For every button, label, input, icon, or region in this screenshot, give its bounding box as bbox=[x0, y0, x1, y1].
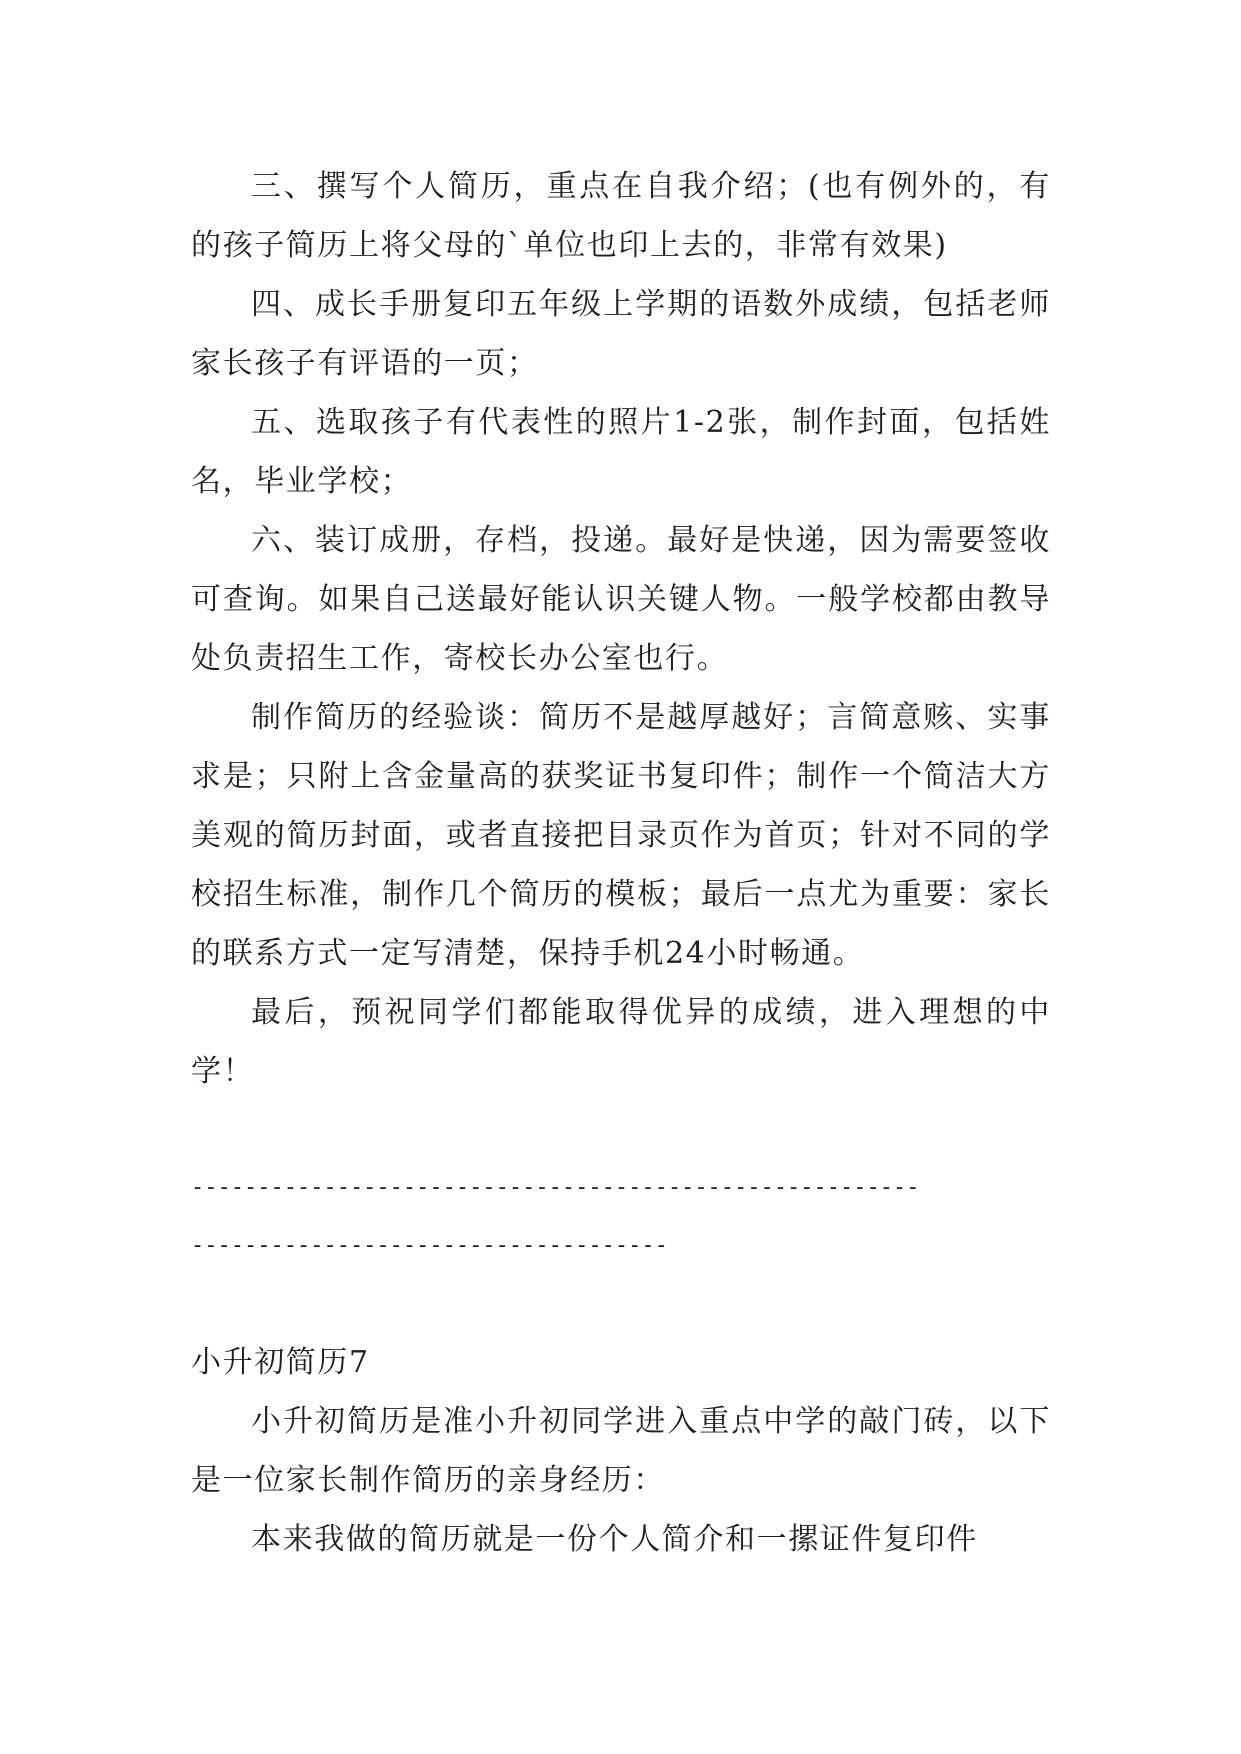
paragraph-step-four: 四、成长手册复印五年级上学期的语数外成绩，包括老师家长孩子有评语的一页； bbox=[191, 287, 1051, 381]
paragraph-step-five: 五、选取孩子有代表性的照片1-2张，制作封面，包括姓名，毕业学校； bbox=[191, 405, 1051, 499]
spacer bbox=[191, 1275, 1051, 1333]
paragraph-experience-tips: 制作简历的经验谈：简历不是越厚越好；言简意赅、实事求是；只附上含金量高的获奖证书复印件；制作一个简洁大方美观的简历封面，或者直接把目录页作为首页；针对不同的学校招生标准，制作几个简历的模板；最后一点尤为重要：家长的联系方式一定写清楚，保持手机24小时畅通。 bbox=[191, 700, 1051, 971]
paragraph-intro: 小升初简历是准小升初同学进入重点中学的敲门砖，以下是一位家长制作简历的亲身经历： bbox=[191, 1404, 1051, 1498]
separator-line-continued: ------------------------------------ bbox=[191, 1233, 668, 1258]
paragraph-step-three: 三、撰写个人简历，重点在自我介绍；(也有例外的，有的孩子简历上将父母的`单位也印上去的，非常有效果) bbox=[191, 169, 1051, 263]
spacer bbox=[191, 1101, 1051, 1159]
section-heading: 小升初简历7 bbox=[191, 1345, 370, 1380]
paragraph-closing-wishes: 最后，预祝同学们都能取得优异的成绩，进入理想的中学！ bbox=[191, 995, 1051, 1089]
document-body bbox=[191, 157, 1051, 1569]
separator-line: ------------------------------------------------------- bbox=[191, 1175, 920, 1200]
paragraph-step-six: 六、装订成册，存档，投递。最好是快递，因为需要签收可查询。如果自己送最好能认识关键人物。一般学校都由教导处负责招生工作，寄校长办公室也行。 bbox=[191, 523, 1051, 676]
paragraph-personal-story: 本来我做的简历就是一份个人简介和一摞证件复印件 bbox=[251, 1522, 978, 1557]
